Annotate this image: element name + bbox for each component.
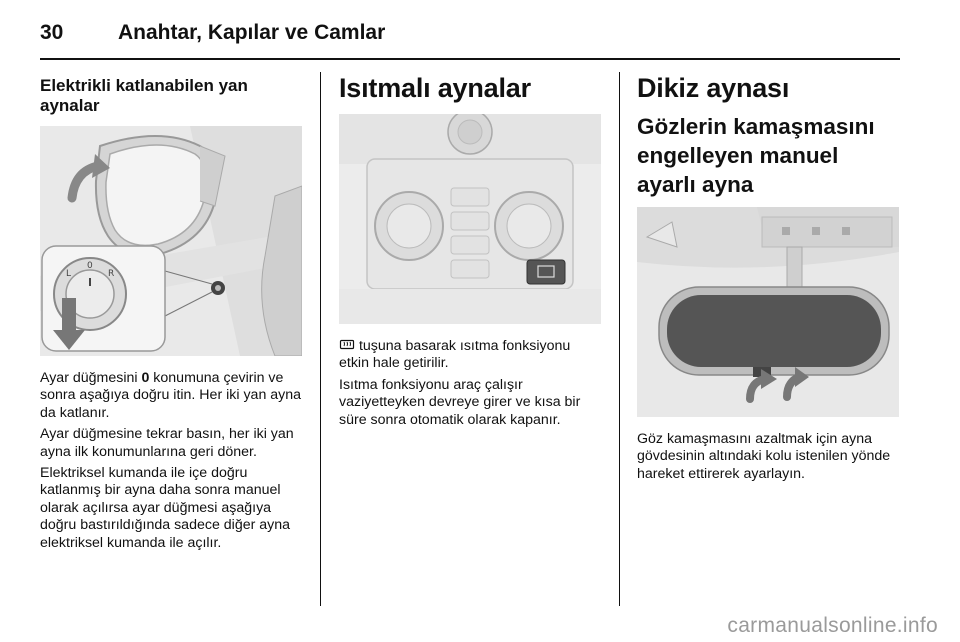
column-rearview-mirror (637, 72, 899, 487)
header-rule (40, 58, 900, 60)
paragraph: tuşuna basarak ısıtma fonksiyonu etkin hale getirilir. (339, 338, 571, 372)
paragraph: Elektriksel kumanda ile içe doğru katlanmış bir ayna daha sonra manuel olarak açılırsa ayar düğmesi aşağıya doğru bastırıldığında sadece diğer ayna elektriksel kumanda ile açılır. (40, 465, 291, 551)
climate-control-panel-illustration (339, 114, 601, 324)
chapter-title: Anahtar, Kapılar ve Camlar (118, 21, 386, 44)
section-heading: Isıtmalı aynalar (339, 73, 531, 103)
paragraph: Isıtma fonksiyonu araç çalışır vaziyetteyken devreye girer ve kısa bir süre sonra otomatik olarak kapanır. (339, 376, 581, 428)
paragraph: Ayar düğmesine tekrar basın, her iki yan ayna ilk konumunlarına geri döner. (40, 426, 294, 460)
column-divider (619, 72, 620, 606)
section-heading: Dikiz aynası (637, 73, 790, 103)
page-header (40, 18, 385, 48)
folding-mirror-illustration (40, 126, 302, 356)
column-heated-mirrors (339, 72, 601, 433)
paragraph: Ayar düğmesini 0 konumuna çevirin ve sonra aşağıya doğru itin. Her iki yan ayna da katlanır. (40, 370, 302, 421)
watermark: carmanualsonline.info (727, 614, 938, 637)
column-folding-mirrors (40, 72, 302, 556)
heated-mirror-icon (339, 339, 355, 351)
svg-text:L: L (66, 269, 72, 279)
section-subheading: Gözlerin kamaşmasını engelleyen manuel ayarlı ayna (637, 114, 875, 197)
svg-text:0: 0 (87, 261, 93, 271)
svg-text:R: R (108, 269, 115, 279)
page-number: 30 (40, 21, 64, 44)
rearview-mirror-illustration (637, 207, 899, 417)
column-divider (320, 72, 321, 606)
section-heading: Elektrikli katlanabilen yan aynalar (40, 76, 248, 115)
paragraph: Göz kamaşmasını azaltmak için ayna gövdesinin altındaki kolu istenilen yönde hareket ettirerek ayarlayın. (637, 431, 891, 482)
